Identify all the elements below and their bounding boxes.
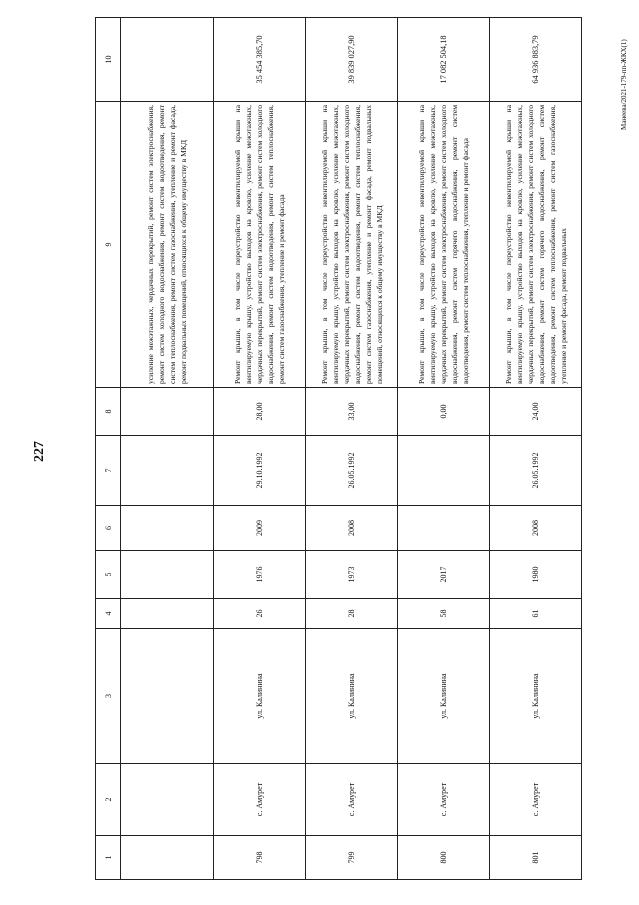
year-built: 2017: [398, 551, 490, 599]
header-row: [96, 18, 121, 880]
row-number: 798: [214, 836, 306, 880]
year-last-repair: 2008: [490, 506, 582, 551]
work-description: Ремонт крыши, в том числе переустройство невентилируемой крыши на вентилируемую крышу, устройство выходов на кровлю, усиление межэтажных, чердачных перекрытий, ремонт систем электроснабжения, ремонт систем холодного водоснабжения, ремонт систем горячего водоснабжения, ремонт систем водоотведения, ремонт систем теплоснабжения, утепление и ремонт фасада: [398, 102, 490, 388]
street: ул. Калинина: [214, 629, 306, 764]
row-number: 799: [306, 836, 398, 880]
cost: 17 082 504,18: [398, 18, 490, 102]
house-number: 61: [490, 599, 582, 629]
wear-percent: 0,00: [398, 388, 490, 436]
work-description: Ремонт крыши, в том числе переустройство невентилируемой крыши на вентилируемую крышу, устройство выходов на кровлю, усиление межэтажных, чердачных перекрытий, ремонт систем электроснабжения, ремонт систем холодного водоснабжения, ремонт систем водоотведения, ремонт систем теплоснабжения, ремонт систем газоснабжения, утепление и ремонт фасада, ремонт подвальных помещений, относящихся к общему имуществу в МКД: [306, 102, 398, 388]
year-built: 1976: [214, 551, 306, 599]
year-last-repair: 2008: [306, 506, 398, 551]
col-header-5: 5: [96, 551, 121, 599]
street: ул. Калинина: [306, 629, 398, 764]
col-header-1: 1: [96, 836, 121, 880]
col-header-9: 9: [96, 102, 121, 388]
street: ул. Калинина: [490, 629, 582, 764]
page-number: 227: [32, 441, 47, 462]
wear-percent: 24,00: [490, 388, 582, 436]
table-row: [306, 18, 398, 880]
settlement: с. Амурет: [306, 764, 398, 836]
wear-percent: 33,00: [306, 388, 398, 436]
repair-program-table: [95, 17, 582, 880]
document-code: Манеева/2021-179-пп-ЖКХ(1): [620, 39, 628, 130]
date: [398, 436, 490, 506]
work-description: усиление межэтажных, чердачных перекрытий, ремонт систем электроснабжения, ремонт систем холодного водоснабжения, ремонт систем водоотведения, ремонт систем теплоснабжения, ремонт систем газоснабжения, утепление и ремонт фасада, ремонт подвальных помещений, относящихся к общему имуществу в МКД: [121, 102, 214, 388]
col-header-2: 2: [96, 764, 121, 836]
year-last-repair: 2009: [214, 506, 306, 551]
rotated-table-wrapper: [95, 18, 585, 880]
street: ул. Калинина: [398, 629, 490, 764]
table-row: [214, 18, 306, 880]
cost: 39 839 027,90: [306, 18, 398, 102]
house-number: 58: [398, 599, 490, 629]
work-description: Ремонт крыши, в том числе переустройство невентилируемой крыши на вентилируемую крышу, устройство выходов на кровлю, усиление межэтажных, чердачных перекрытий, ремонт систем электроснабжения, ремонт систем холодного водоснабжения, ремонт систем водоотведения, ремонт систем теплоснабжения, ремонт систем газоснабжения, утепление и ремонт фасада: [214, 102, 306, 388]
cost: 64 936 883,79: [490, 18, 582, 102]
date: 26.05.1992: [490, 436, 582, 506]
col-header-7: 7: [96, 436, 121, 506]
year-built: 1973: [306, 551, 398, 599]
cost: 35 454 385,70: [214, 18, 306, 102]
year-built: 1980: [490, 551, 582, 599]
settlement: с. Амурет: [214, 764, 306, 836]
table-row: [490, 18, 582, 880]
table-row: [398, 18, 490, 880]
house-number: 26: [214, 599, 306, 629]
wear-percent: 28,00: [214, 388, 306, 436]
table-row-continuation: [121, 18, 214, 880]
row-number: 800: [398, 836, 490, 880]
settlement: с. Амурет: [490, 764, 582, 836]
date: 29.10.1992: [214, 436, 306, 506]
work-description: Ремонт крыши, в том числе переустройство невентилируемой крыши на вентилируемую крышу, устройство выходов на кровлю, усиление межэтажных, чердачных перекрытий, ремонт систем электроснабжения, ремонт систем холодного водоснабжения, ремонт систем горячего водоснабжения, ремонт систем водоотведения, ремонт систем теплоснабжения, ремонт систем газоснабжения, утепление и ремонт фасада, ремонт подвальных: [490, 102, 582, 388]
col-header-6: 6: [96, 506, 121, 551]
col-header-10: 10: [96, 18, 121, 102]
row-number: 801: [490, 836, 582, 880]
date: 26.05.1992: [306, 436, 398, 506]
house-number: 28: [306, 599, 398, 629]
settlement: с. Амурет: [398, 764, 490, 836]
col-header-4: 4: [96, 599, 121, 629]
col-header-8: 8: [96, 388, 121, 436]
year-last-repair: [398, 506, 490, 551]
col-header-3: 3: [96, 629, 121, 764]
